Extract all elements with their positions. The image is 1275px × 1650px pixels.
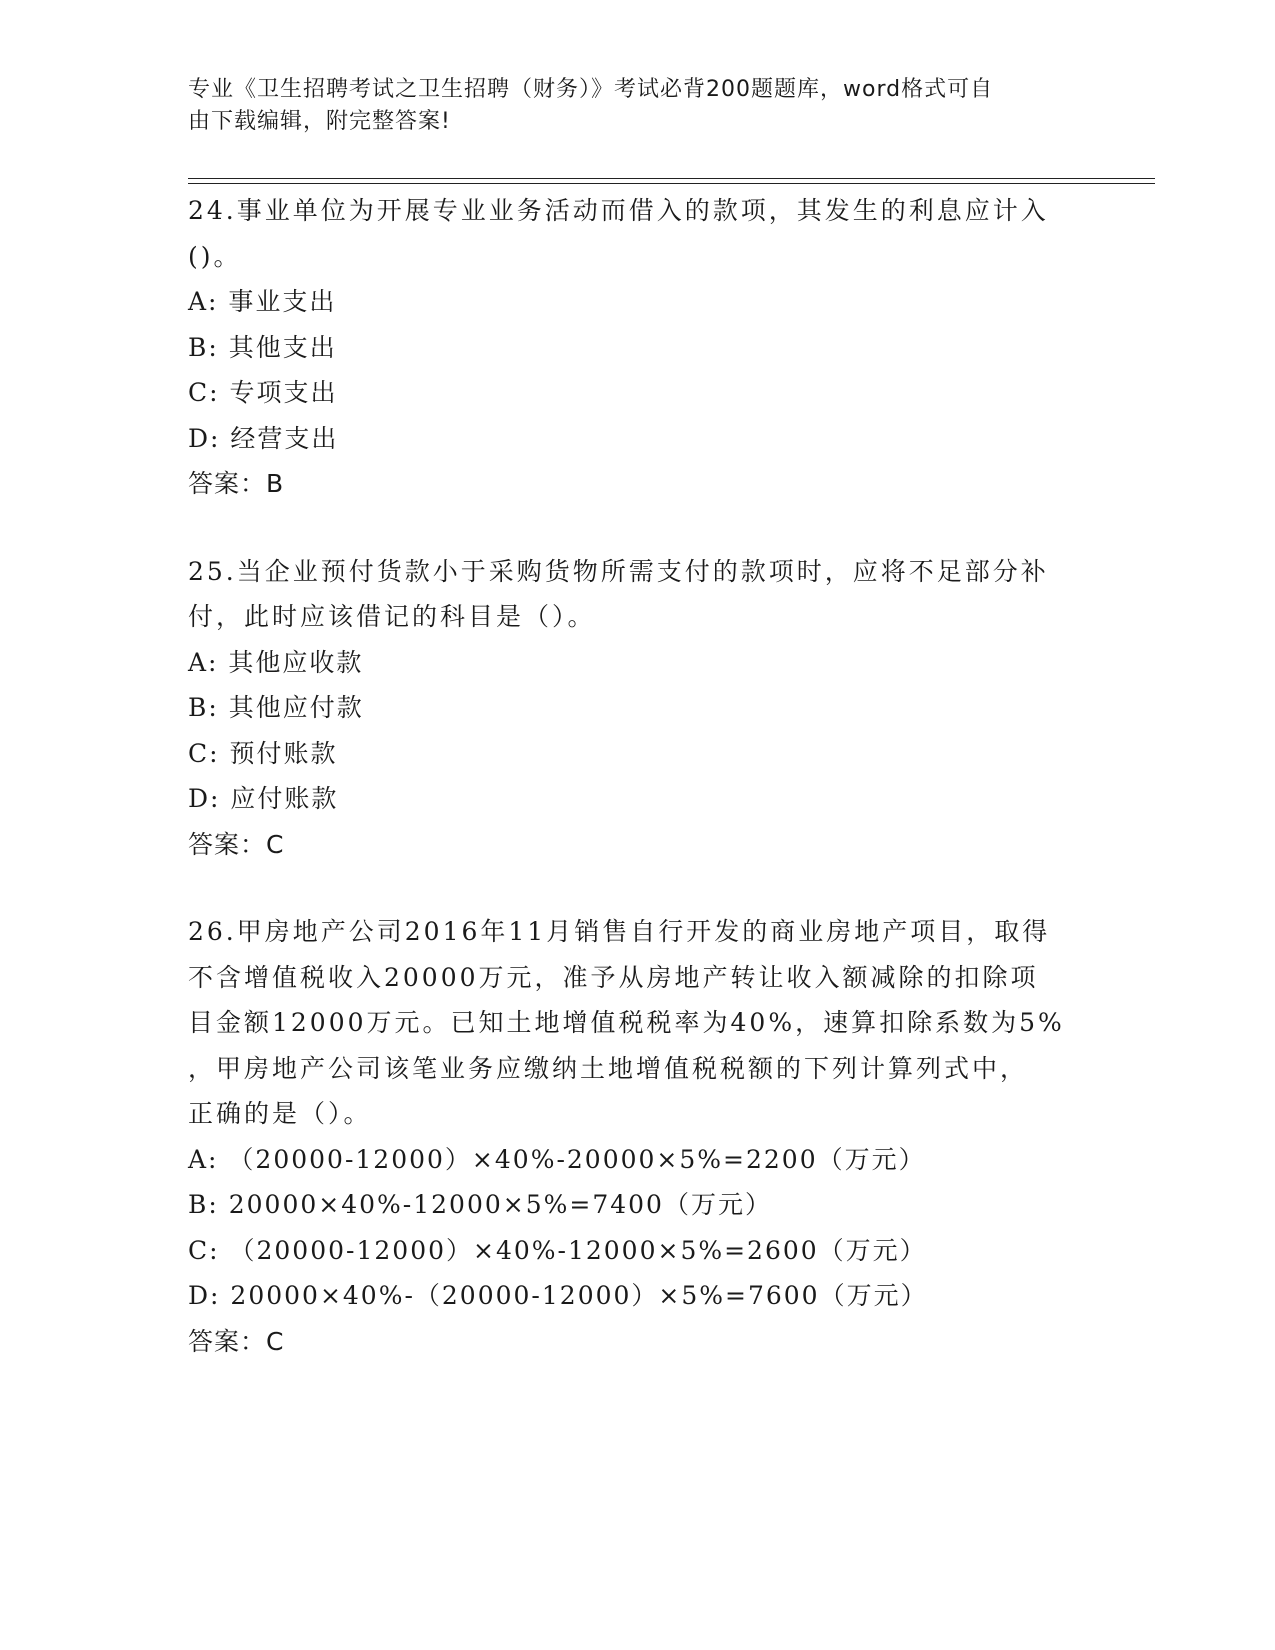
option-b: B: 其他支出 — [188, 332, 337, 362]
option-d: D: 应付账款 — [188, 784, 339, 813]
question-24 — [188, 188, 1088, 507]
question-stem-line: 付，此时应该借记的科目是（）。 — [188, 602, 596, 631]
header-divider — [188, 178, 1155, 184]
question-stem-line: 目金额12000万元。已知土地增值税税率为40%，速算扣除系数为5% — [188, 1008, 1065, 1037]
option-d: D: 经营支出 — [188, 423, 339, 453]
question-stem-line: 24.事业单位为开展专业业务活动而借入的款项，其发生的利息应计入 — [188, 196, 1049, 225]
question-stem-line: ，甲房地产公司该笔业务应缴纳土地增值税税额的下列计算列式中， — [188, 1053, 1029, 1083]
question-25 — [188, 549, 1088, 868]
option-d: D: 20000×40%-（20000-12000）×5%=7600（万元） — [188, 1281, 928, 1310]
option-b: B: 其他应付款 — [188, 693, 364, 722]
page-header — [188, 74, 1068, 138]
option-c: C: 专项支出 — [188, 378, 338, 407]
option-b: B: 20000×40%-12000×5%=7400（万元） — [188, 1190, 772, 1219]
option-c: C: （20000-12000）×40%-12000×5%=2600（万元） — [188, 1235, 927, 1265]
answer-label: 答案：C — [188, 829, 285, 859]
question-list — [188, 188, 1088, 1406]
question-stem-line: 正确的是（）。 — [188, 1099, 372, 1128]
header-line-1: 专业《卫生招聘考试之卫生招聘（财务）》考试必背200题题库，word格式可自 — [188, 77, 994, 102]
question-stem-line: 25.当企业预付货款小于采购货物所需支付的款项时，应将不足部分补 — [188, 556, 1049, 586]
question-stem-line: ()。 — [188, 241, 242, 271]
answer-label: 答案：B — [188, 469, 285, 498]
answer-label: 答案：C — [188, 1326, 285, 1356]
header-line-2: 由下载编辑，附完整答案! — [188, 109, 451, 134]
option-c: C: 预付账款 — [188, 738, 338, 768]
option-a: A: 事业支出 — [188, 287, 337, 316]
option-a: A: （20000-12000）×40%-20000×5%=2200（万元） — [188, 1144, 926, 1174]
question-stem-line: 不含增值税收入20000万元，准予从房地产转让收入额减除的扣除项 — [188, 962, 1039, 992]
option-a: A: 其他应收款 — [188, 647, 364, 677]
question-stem-line: 26.甲房地产公司2016年11月销售自行开发的商业房地产项目，取得 — [188, 917, 1051, 946]
question-26 — [188, 909, 1088, 1364]
